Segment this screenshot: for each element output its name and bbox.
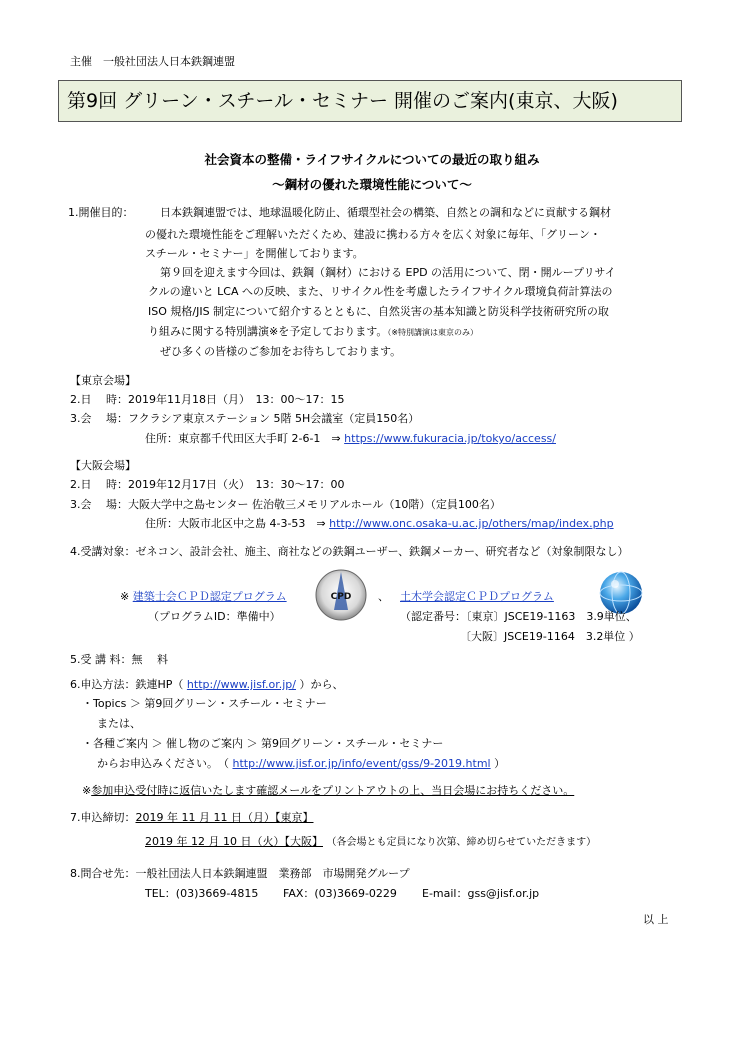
tokyo-access-link[interactable]: https://www.fukuracia.jp/tokyo/access/	[344, 432, 556, 445]
apply-label: 6.申込方法：鉄連HP（	[70, 678, 184, 691]
jisf-home-link[interactable]: http://www.jisf.or.jp/	[186, 678, 296, 691]
tokyo-date: 2019年11月18日（月） 13：00～17：15	[128, 393, 345, 406]
tokyo-address-row	[145, 432, 556, 446]
osaka-date-row	[70, 478, 344, 492]
tokyo-venue: フクラシア東京ステーション 5階 5H会議室（定員150名）	[128, 412, 420, 425]
purpose-line-2: の優れた環境性能をご理解いただくため、建設に携わる方々を広く対象に毎年、「グリーン・	[145, 228, 601, 241]
purpose-line-7	[148, 325, 478, 340]
apply-row-5	[97, 757, 505, 771]
deadline-row-1	[70, 811, 313, 825]
contact-org: 一般社団法人日本鉄鋼連盟 業務部 市場開発グループ	[135, 867, 410, 880]
apply-path-events: ・各種ご案内 ＞ 催し物のご案内 ＞ 第9回グリーン・スチール・セミナー	[82, 737, 444, 750]
cpd-logo-icon	[314, 568, 368, 622]
contact-fax: FAX：(03)3669-0229	[283, 887, 397, 900]
purpose-line-1: 日本鉄鋼連盟では、地球温暖化防止、循環型社会の構築、自然との調和などに貢献する鋼材	[160, 206, 611, 219]
apply-or: または、	[97, 717, 141, 730]
apply-note-row	[82, 784, 574, 798]
apply-note: 参加申込受付時に返信いたします確認メールをプリントアウトの上、当日会場にお持ちください。	[91, 784, 575, 797]
apply-row-1	[70, 678, 343, 692]
apply-instruction: からお申込みください。 （	[97, 757, 229, 770]
osaka-address-row	[145, 517, 614, 531]
osaka-venue: 大阪大学中之島センター 佐治敬三メモリアルホール（10階）（定員100名）	[128, 498, 501, 511]
osaka-date: 2019年12月17日（火） 13：30～17：00	[128, 478, 345, 491]
purpose-line-4: 第９回を迎えます今回は、鉄鋼（鋼材）における EPD の活用について、閉・開ループリサイ	[160, 266, 616, 279]
deadline-osaka: 2019 年 12 月 10 日（火）【大阪】	[145, 835, 323, 848]
purpose-line-3: スチール・セミナー」を開催しております。	[145, 247, 364, 260]
purpose-label: 1.開催目的：	[68, 206, 134, 219]
subtitle-main: 社会資本の整備・ライフサイクルについての最近の取り組み	[204, 152, 540, 167]
cpd-mark: ※	[120, 590, 130, 603]
purpose-line-8: ぜひ多くの皆様のご参加をお待ちしております。	[160, 345, 402, 358]
apply-note-mark: ※	[82, 784, 92, 797]
civil-cpd-link[interactable]: 土木学会認定ＣＰＤプログラム	[400, 590, 554, 603]
organizer: 主催 一般社団法人日本鉄鋼連盟	[70, 55, 235, 68]
deadline-note: （各会場とも定員になり次第、締め切らせていただきます）	[326, 837, 597, 848]
apply-instruction-end: ）	[494, 757, 506, 770]
civil-cpd-row	[400, 590, 554, 604]
cpd-separator: 、	[378, 590, 389, 603]
apply-path-topics: ・Topics ＞ 第9回グリーン・スチール・セミナー	[82, 697, 327, 710]
cpd-logo-text: CPD	[330, 592, 352, 602]
tokyo-date-label: 2.日 時：	[70, 393, 128, 406]
tokyo-address: 住所：東京都千代田区大手町 2-6-1 ⇒	[145, 432, 341, 445]
osaka-venue-label: 3.会 場：	[70, 498, 128, 511]
osaka-address: 住所：大阪市北区中之島 4-3-53 ⇒	[145, 517, 326, 530]
apply-after: ）から、	[299, 678, 344, 691]
contact-label: 8.問合せ先：	[70, 867, 136, 880]
tokyo-header: 【東京会場】	[70, 374, 136, 387]
tokyo-venue-label: 3.会 場：	[70, 412, 128, 425]
tokyo-date-row	[70, 393, 344, 407]
deadline-label: 7.申込締切：	[70, 811, 136, 824]
arch-cpd-link[interactable]: 建築士会ＣＰＤ認定プログラム	[132, 590, 287, 603]
osaka-header: 【大阪会場】	[70, 459, 136, 472]
osaka-venue-row	[70, 498, 501, 512]
civil-cpd-note-2: 〔大阪〕JSCE19-1164 3.2単位 ）	[460, 630, 640, 643]
deadline-tokyo: 2019 年 11 月 11 日（月）【東京】	[135, 811, 314, 824]
contact-email: E-mail：gss@jisf.or.jp	[422, 887, 540, 900]
osaka-access-link[interactable]: http://www.onc.osaka-u.ac.jp/others/map/index.php	[329, 517, 614, 530]
arch-cpd-note: （プログラムID：準備中）	[148, 610, 281, 623]
purpose-line-7-text: り組みに関する特別講演※を予定しております。	[148, 325, 388, 338]
contact-row-1	[70, 867, 410, 881]
tokyo-venue-row	[70, 412, 419, 426]
target-audience: 4.受講対象：ゼネコン、設計会社、施主、商社などの鉄鋼ユーザー、鉄鋼メーカー、研究者など（対象制限なし）	[70, 545, 629, 558]
closing-mark: 以 上	[643, 913, 669, 926]
page-title: 第9回 グリーン・スチール・セミナー 開催のご案内(東京、大阪)	[58, 80, 682, 122]
purpose-line-6: ISO 規格/JIS 制定について紹介するとともに、自然災害の基本知識と防災科学技術研究所の取	[148, 305, 609, 318]
special-lecture-note: （※特別講演は東京のみ）	[387, 328, 479, 337]
fee: 5.受 講 料：無 料	[70, 653, 168, 666]
seminar-page-link[interactable]: http://www.jisf.or.jp/info/event/gss/9-2019.html	[232, 757, 491, 770]
osaka-date-label: 2.日 時：	[70, 478, 128, 491]
subtitle-sub: ～鋼材の優れた環境性能について～	[272, 177, 472, 192]
deadline-row-2	[145, 835, 596, 850]
purpose-line-5: クルの違いと LCA への反映、また、リサイクル性を考慮したライフサイクル環境負荷計算法の	[148, 285, 613, 298]
contact-tel: TEL：(03)3669-4815	[145, 887, 259, 900]
civil-cpd-note-1: （認定番号：〔東京〕JSCE19-1163 3.9単位、	[400, 610, 637, 623]
cpd-arch-row	[120, 590, 287, 604]
